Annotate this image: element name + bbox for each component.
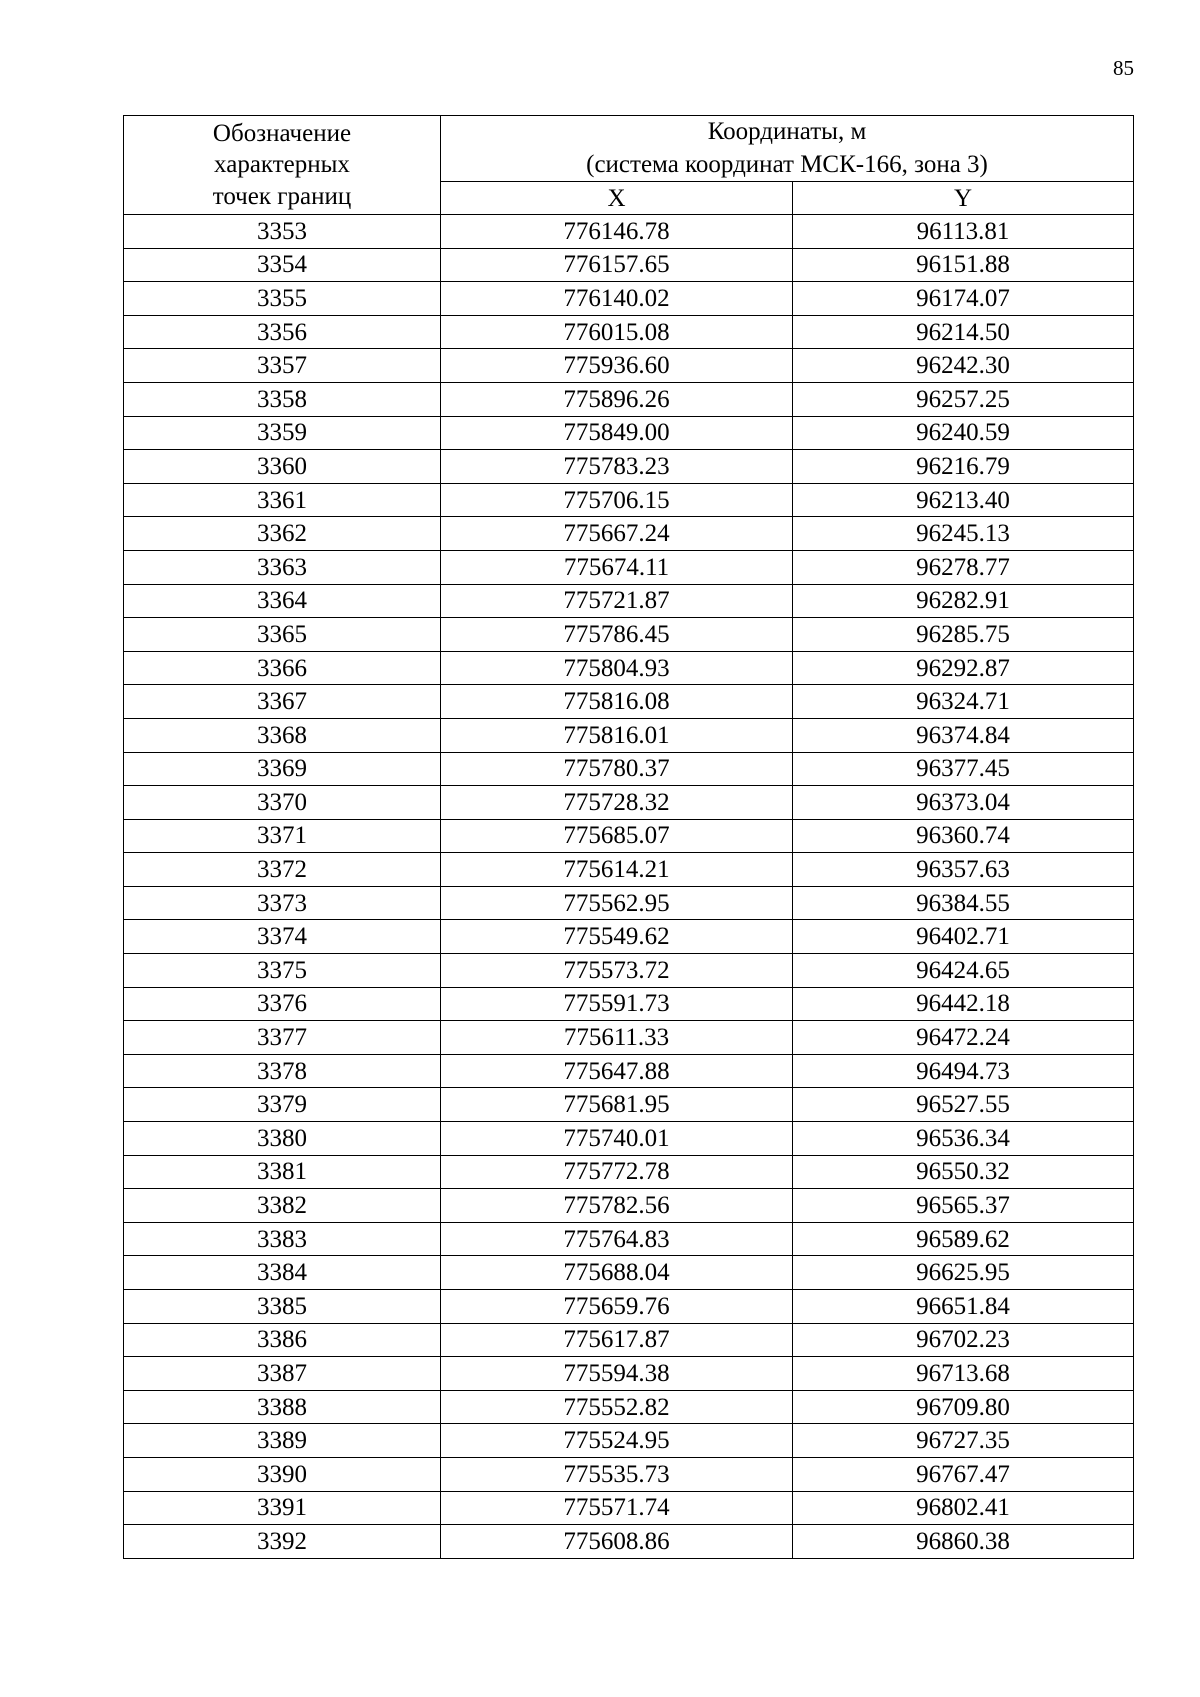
point-cell: 3381 [124, 1155, 441, 1189]
x-coordinate-cell: 776140.02 [441, 282, 793, 316]
point-cell: 3358 [124, 382, 441, 416]
table-row [124, 483, 1134, 517]
x-coordinate-cell: 775681.95 [441, 1088, 793, 1122]
y-coordinate-cell: 96860.38 [793, 1525, 1134, 1559]
x-coordinate-cell: 775816.01 [441, 718, 793, 752]
point-cell: 3386 [124, 1323, 441, 1357]
table-row [124, 651, 1134, 685]
y-coordinate-cell: 96536.34 [793, 1122, 1134, 1156]
x-coordinate-cell: 775786.45 [441, 618, 793, 652]
table-header [124, 116, 1134, 215]
x-coordinate-cell: 775647.88 [441, 1054, 793, 1088]
point-cell: 3367 [124, 685, 441, 719]
x-coordinate-cell: 775764.83 [441, 1222, 793, 1256]
y-coordinate-cell: 96550.32 [793, 1155, 1134, 1189]
table-row [124, 416, 1134, 450]
point-cell: 3383 [124, 1222, 441, 1256]
y-coordinate-cell: 96285.75 [793, 618, 1134, 652]
table-row [124, 987, 1134, 1021]
table-row [124, 1491, 1134, 1525]
table-row [124, 248, 1134, 282]
point-header-line: точек границ [212, 182, 352, 210]
table-row [124, 1122, 1134, 1156]
y-coordinate-cell: 96565.37 [793, 1189, 1134, 1223]
y-coordinate-cell: 96216.79 [793, 450, 1134, 484]
x-coordinate-cell: 775608.86 [441, 1525, 793, 1559]
coordinates-header-line: (система координат МСК-166, зона 3) [586, 150, 988, 178]
point-cell: 3389 [124, 1424, 441, 1458]
table-row [124, 584, 1134, 618]
x-coordinate-cell: 776015.08 [441, 315, 793, 349]
x-coordinate-cell: 775804.93 [441, 651, 793, 685]
coordinates-table [123, 115, 1134, 1559]
table-row [124, 215, 1134, 249]
table-row [124, 1290, 1134, 1324]
table-row [124, 954, 1134, 988]
x-coordinate-cell: 775688.04 [441, 1256, 793, 1290]
x-coordinate-cell: 775667.24 [441, 517, 793, 551]
x-coordinate-cell: 775772.78 [441, 1155, 793, 1189]
y-coordinate-cell: 96282.91 [793, 584, 1134, 618]
table-row [124, 886, 1134, 920]
table-row [124, 819, 1134, 853]
x-coordinate-cell: 775849.00 [441, 416, 793, 450]
y-coordinate-cell: 96709.80 [793, 1390, 1134, 1424]
table-row [124, 853, 1134, 887]
x-coordinate-cell: 775535.73 [441, 1457, 793, 1491]
x-coordinate-cell: 776146.78 [441, 215, 793, 249]
table-row [124, 1424, 1134, 1458]
x-coordinate-cell: 775740.01 [441, 1122, 793, 1156]
table-row [124, 550, 1134, 584]
point-cell: 3357 [124, 349, 441, 383]
point-cell: 3376 [124, 987, 441, 1021]
y-coordinate-cell: 96374.84 [793, 718, 1134, 752]
x-coordinate-cell: 775594.38 [441, 1357, 793, 1391]
y-coordinate-cell: 96373.04 [793, 786, 1134, 820]
y-coordinate-cell: 96292.87 [793, 651, 1134, 685]
y-coordinate-cell: 96527.55 [793, 1088, 1134, 1122]
point-header-line: характерных [214, 151, 350, 179]
point-cell: 3360 [124, 450, 441, 484]
point-cell: 3390 [124, 1457, 441, 1491]
y-coordinate-cell: 96424.65 [793, 954, 1134, 988]
y-coordinate-cell: 96324.71 [793, 685, 1134, 719]
y-coordinate-cell: 96213.40 [793, 483, 1134, 517]
point-cell: 3392 [124, 1525, 441, 1559]
table-row [124, 752, 1134, 786]
y-coordinate-cell: 96589.62 [793, 1222, 1134, 1256]
x-coordinate-cell: 775706.15 [441, 483, 793, 517]
point-cell: 3366 [124, 651, 441, 685]
point-cell: 3370 [124, 786, 441, 820]
table-row [124, 1088, 1134, 1122]
y-coordinate-cell: 96702.23 [793, 1323, 1134, 1357]
point-cell: 3356 [124, 315, 441, 349]
point-header-line: Обозначение [212, 119, 352, 147]
point-cell: 3372 [124, 853, 441, 887]
point-cell: 3355 [124, 282, 441, 316]
x-coordinate-cell: 775936.60 [441, 349, 793, 383]
point-cell: 3364 [124, 584, 441, 618]
table-row [124, 382, 1134, 416]
x-coordinate-cell: 775617.87 [441, 1323, 793, 1357]
header-row-top [124, 116, 1134, 182]
x-column-header: X [441, 182, 793, 215]
table-row [124, 315, 1134, 349]
x-coordinate-cell: 775524.95 [441, 1424, 793, 1458]
point-cell: 3373 [124, 886, 441, 920]
table-row [124, 349, 1134, 383]
y-coordinate-cell: 96402.71 [793, 920, 1134, 954]
point-cell: 3380 [124, 1122, 441, 1156]
table-row [124, 1256, 1134, 1290]
point-cell: 3374 [124, 920, 441, 954]
y-coordinate-cell: 96240.59 [793, 416, 1134, 450]
x-coordinate-cell: 775571.74 [441, 1491, 793, 1525]
y-coordinate-cell: 96214.50 [793, 315, 1134, 349]
table-row [124, 1021, 1134, 1055]
x-coordinate-cell: 775896.26 [441, 382, 793, 416]
x-coordinate-cell: 775783.23 [441, 450, 793, 484]
table-row [124, 1222, 1134, 1256]
y-coordinate-cell: 96360.74 [793, 819, 1134, 853]
y-coordinate-cell: 96767.47 [793, 1457, 1134, 1491]
x-coordinate-cell: 775562.95 [441, 886, 793, 920]
x-coordinate-cell: 776157.65 [441, 248, 793, 282]
page-number: 85 [1113, 56, 1134, 80]
point-cell: 3377 [124, 1021, 441, 1055]
point-cell: 3359 [124, 416, 441, 450]
point-cell: 3365 [124, 618, 441, 652]
y-coordinate-cell: 96113.81 [793, 215, 1134, 249]
y-coordinate-cell: 96442.18 [793, 987, 1134, 1021]
table-row [124, 1189, 1134, 1223]
table-row [124, 1054, 1134, 1088]
table-row [124, 1357, 1134, 1391]
x-coordinate-cell: 775816.08 [441, 685, 793, 719]
y-coordinate-cell: 96357.63 [793, 853, 1134, 887]
x-coordinate-cell: 775674.11 [441, 550, 793, 584]
table-row [124, 450, 1134, 484]
y-coordinate-cell: 96651.84 [793, 1290, 1134, 1324]
table-row [124, 718, 1134, 752]
coordinates-header-line: Координаты, м [707, 118, 867, 145]
point-cell: 3362 [124, 517, 441, 551]
point-cell: 3368 [124, 718, 441, 752]
x-coordinate-cell: 775611.33 [441, 1021, 793, 1055]
table-row [124, 282, 1134, 316]
y-coordinate-cell: 96727.35 [793, 1424, 1134, 1458]
x-coordinate-cell: 775591.73 [441, 987, 793, 1021]
y-coordinate-cell: 96384.55 [793, 886, 1134, 920]
y-coordinate-cell: 96625.95 [793, 1256, 1134, 1290]
point-cell: 3385 [124, 1290, 441, 1324]
point-cell: 3391 [124, 1491, 441, 1525]
y-coordinate-cell: 96278.77 [793, 550, 1134, 584]
y-coordinate-cell: 96802.41 [793, 1491, 1134, 1525]
table-row [124, 920, 1134, 954]
point-cell: 3387 [124, 1357, 441, 1391]
point-cell: 3363 [124, 550, 441, 584]
table-row [124, 1390, 1134, 1424]
y-coordinate-cell: 96377.45 [793, 752, 1134, 786]
point-cell: 3379 [124, 1088, 441, 1122]
x-coordinate-cell: 775659.76 [441, 1290, 793, 1324]
y-coordinate-cell: 96151.88 [793, 248, 1134, 282]
y-coordinate-cell: 96713.68 [793, 1357, 1134, 1391]
x-coordinate-cell: 775573.72 [441, 954, 793, 988]
table-row [124, 1457, 1134, 1491]
y-coordinate-cell: 96245.13 [793, 517, 1134, 551]
x-coordinate-cell: 775685.07 [441, 819, 793, 853]
x-coordinate-cell: 775552.82 [441, 1390, 793, 1424]
point-cell: 3371 [124, 819, 441, 853]
point-cell: 3369 [124, 752, 441, 786]
table-row [124, 517, 1134, 551]
table-row [124, 1323, 1134, 1357]
table-row [124, 786, 1134, 820]
y-column-header: Y [793, 182, 1134, 215]
table-row [124, 1525, 1134, 1559]
point-cell: 3353 [124, 215, 441, 249]
point-cell: 3384 [124, 1256, 441, 1290]
table-row [124, 685, 1134, 719]
x-coordinate-cell: 775549.62 [441, 920, 793, 954]
point-cell: 3378 [124, 1054, 441, 1088]
table-row [124, 1155, 1134, 1189]
point-cell: 3382 [124, 1189, 441, 1223]
point-cell: 3354 [124, 248, 441, 282]
table-body [124, 215, 1134, 1559]
y-coordinate-cell: 96174.07 [793, 282, 1134, 316]
point-designation-header [124, 116, 441, 215]
coordinates-header [441, 116, 1134, 182]
point-cell: 3388 [124, 1390, 441, 1424]
x-coordinate-cell: 775728.32 [441, 786, 793, 820]
point-cell: 3375 [124, 954, 441, 988]
table-row [124, 618, 1134, 652]
x-coordinate-cell: 775782.56 [441, 1189, 793, 1223]
y-coordinate-cell: 96257.25 [793, 382, 1134, 416]
y-coordinate-cell: 96242.30 [793, 349, 1134, 383]
x-coordinate-cell: 775614.21 [441, 853, 793, 887]
y-coordinate-cell: 96472.24 [793, 1021, 1134, 1055]
x-coordinate-cell: 775780.37 [441, 752, 793, 786]
y-coordinate-cell: 96494.73 [793, 1054, 1134, 1088]
point-cell: 3361 [124, 483, 441, 517]
x-coordinate-cell: 775721.87 [441, 584, 793, 618]
